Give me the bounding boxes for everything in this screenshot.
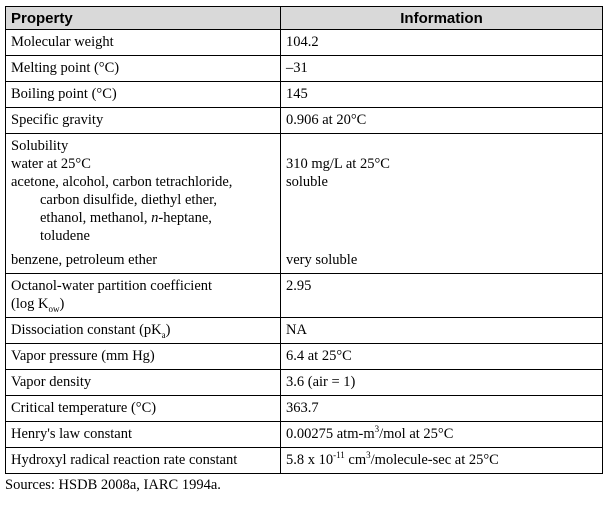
solubility-label: Solubility (11, 138, 69, 154)
dissociation-property-cell (6, 318, 281, 344)
property-cell: Boiling point (°C) (6, 82, 281, 108)
henry-value-a: 0.00275 atm-m (286, 426, 375, 442)
property-cell: Vapor pressure (mm Hg) (6, 344, 281, 370)
octanol-line-2a: (log K (11, 296, 49, 312)
sources-note: Sources: HSDB 2008a, IARC 1994a. (5, 477, 221, 493)
henry-superscript: 3 (374, 424, 380, 435)
solvents-line-3b: -heptane, (158, 210, 212, 226)
solvents-line-3 (11, 209, 275, 227)
dissociation-label-a: Dissociation constant (pK (11, 322, 162, 338)
benzene-value: very soluble (286, 252, 358, 268)
information-cell: 363.7 (281, 396, 603, 422)
benzene-label: benzene, petroleum ether (11, 252, 158, 268)
solubility-property-cell (6, 134, 281, 274)
octanol-line-2 (11, 295, 275, 313)
properties-table-container (5, 6, 602, 494)
henry-row (6, 422, 603, 448)
solvents-line-1: acetone, alcohol, carbon tetrachloride, (11, 174, 233, 190)
table-row (6, 30, 603, 56)
octanol-property-cell (6, 274, 281, 318)
hydroxyl-information-cell (281, 448, 603, 474)
table-row (6, 56, 603, 82)
table-row (6, 396, 603, 422)
property-cell: Melting point (°C) (6, 56, 281, 82)
information-cell: –31 (281, 56, 603, 82)
water-value: 310 mg/L at 25°C (286, 156, 390, 172)
henry-property-cell: Henry's law constant (6, 422, 281, 448)
octanol-subscript: ow (48, 303, 60, 314)
dissociation-information-cell: NA (281, 318, 603, 344)
henry-information-cell (281, 422, 603, 448)
hydroxyl-superscript-2: 3 (366, 450, 371, 461)
property-cell: Specific gravity (6, 108, 281, 134)
octanol-row (6, 274, 603, 318)
dissociation-row (6, 318, 603, 344)
information-cell: 0.906 at 20°C (281, 108, 603, 134)
hydroxyl-value-c: /molecule-sec at 25°C (370, 452, 499, 468)
table-row (6, 108, 603, 134)
hydroxyl-row (6, 448, 603, 474)
information-cell: 3.6 (air = 1) (281, 370, 603, 396)
information-cell: 6.4 at 25°C (281, 344, 603, 370)
table-row (6, 82, 603, 108)
table-row (6, 344, 603, 370)
solvents-line-2: carbon disulfide, diethyl ether, (40, 192, 217, 208)
octanol-information-cell: 2.95 (281, 274, 603, 318)
properties-table (5, 6, 603, 474)
hydroxyl-superscript-1: -11 (333, 450, 345, 461)
solvents-line-4: toludene (40, 228, 90, 244)
property-cell: Critical temperature (°C) (6, 396, 281, 422)
information-cell: 145 (281, 82, 603, 108)
table-row (6, 370, 603, 396)
dissociation-subscript: a (161, 329, 166, 340)
hydroxyl-property-cell: Hydroxyl radical reaction rate constant (6, 448, 281, 474)
water-label: water at 25°C (11, 156, 91, 172)
property-cell: Molecular weight (6, 30, 281, 56)
solvents-line-3-italic: n (151, 210, 159, 226)
dissociation-label-b: ) (165, 322, 171, 338)
solvents-line-3a: ethanol, methanol, (40, 210, 152, 226)
hydroxyl-value-a: 5.8 x 10 (286, 452, 334, 468)
hydroxyl-value-b: cm (344, 452, 367, 468)
header-information: Information (281, 7, 603, 30)
property-cell: Vapor density (6, 370, 281, 396)
solvents-value: soluble (286, 174, 328, 190)
table-header-row (6, 7, 603, 30)
octanol-line-2b: ) (59, 296, 65, 312)
octanol-line-1: Octanol-water partition coefficient (11, 278, 213, 294)
header-property: Property (6, 7, 281, 30)
information-cell: 104.2 (281, 30, 603, 56)
solubility-row (6, 134, 603, 274)
solubility-information-cell (281, 134, 603, 274)
henry-value-b: /mol at 25°C (379, 426, 454, 442)
